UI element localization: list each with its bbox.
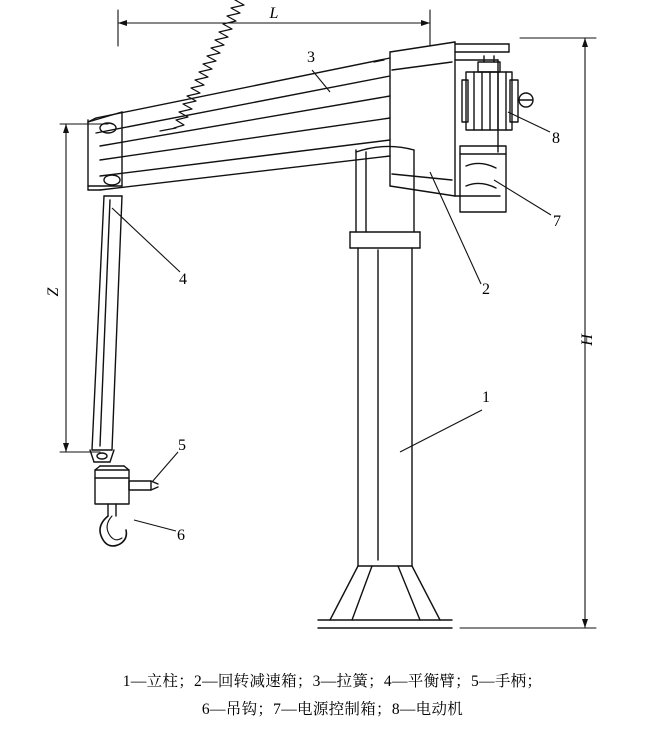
- callout-label-6: 6: [177, 527, 185, 544]
- leader-7: [494, 180, 551, 215]
- callout-label-2: 2: [482, 281, 490, 298]
- balance-arm: [90, 196, 122, 462]
- boom-arm: [88, 58, 390, 190]
- control-box: [460, 146, 506, 212]
- leader-6: [134, 520, 176, 531]
- legend-line-1: 1—立柱；2—回转减速箱；3—拉簧；4—平衡臂；5—手柄；: [122, 673, 543, 690]
- callout-label-3: 3: [307, 49, 315, 66]
- column-base: [318, 566, 452, 628]
- callout-label-4: 4: [179, 271, 187, 288]
- dimension-Z: [60, 124, 108, 452]
- dimension-labels: [45, 5, 596, 347]
- callout-label-1: 1: [482, 389, 490, 406]
- callout-label-7: 7: [553, 213, 561, 230]
- dimension-label-L: L: [269, 5, 279, 22]
- dimension-H: [460, 38, 596, 628]
- callout-label-5: 5: [178, 437, 186, 454]
- dimension-label-Z: Z: [45, 287, 62, 297]
- legend-line-2: 6—吊钩；7—电源控制箱；8—电动机: [201, 701, 464, 718]
- callout-label-8: 8: [552, 130, 560, 147]
- hook-assembly: [95, 466, 158, 546]
- column-post: [350, 146, 420, 566]
- figure-legend: [0, 668, 665, 724]
- rotary-gearbox: [390, 42, 509, 196]
- leader-5: [152, 452, 178, 482]
- dimension-label-H: H: [579, 334, 596, 346]
- leader-4: [112, 208, 180, 272]
